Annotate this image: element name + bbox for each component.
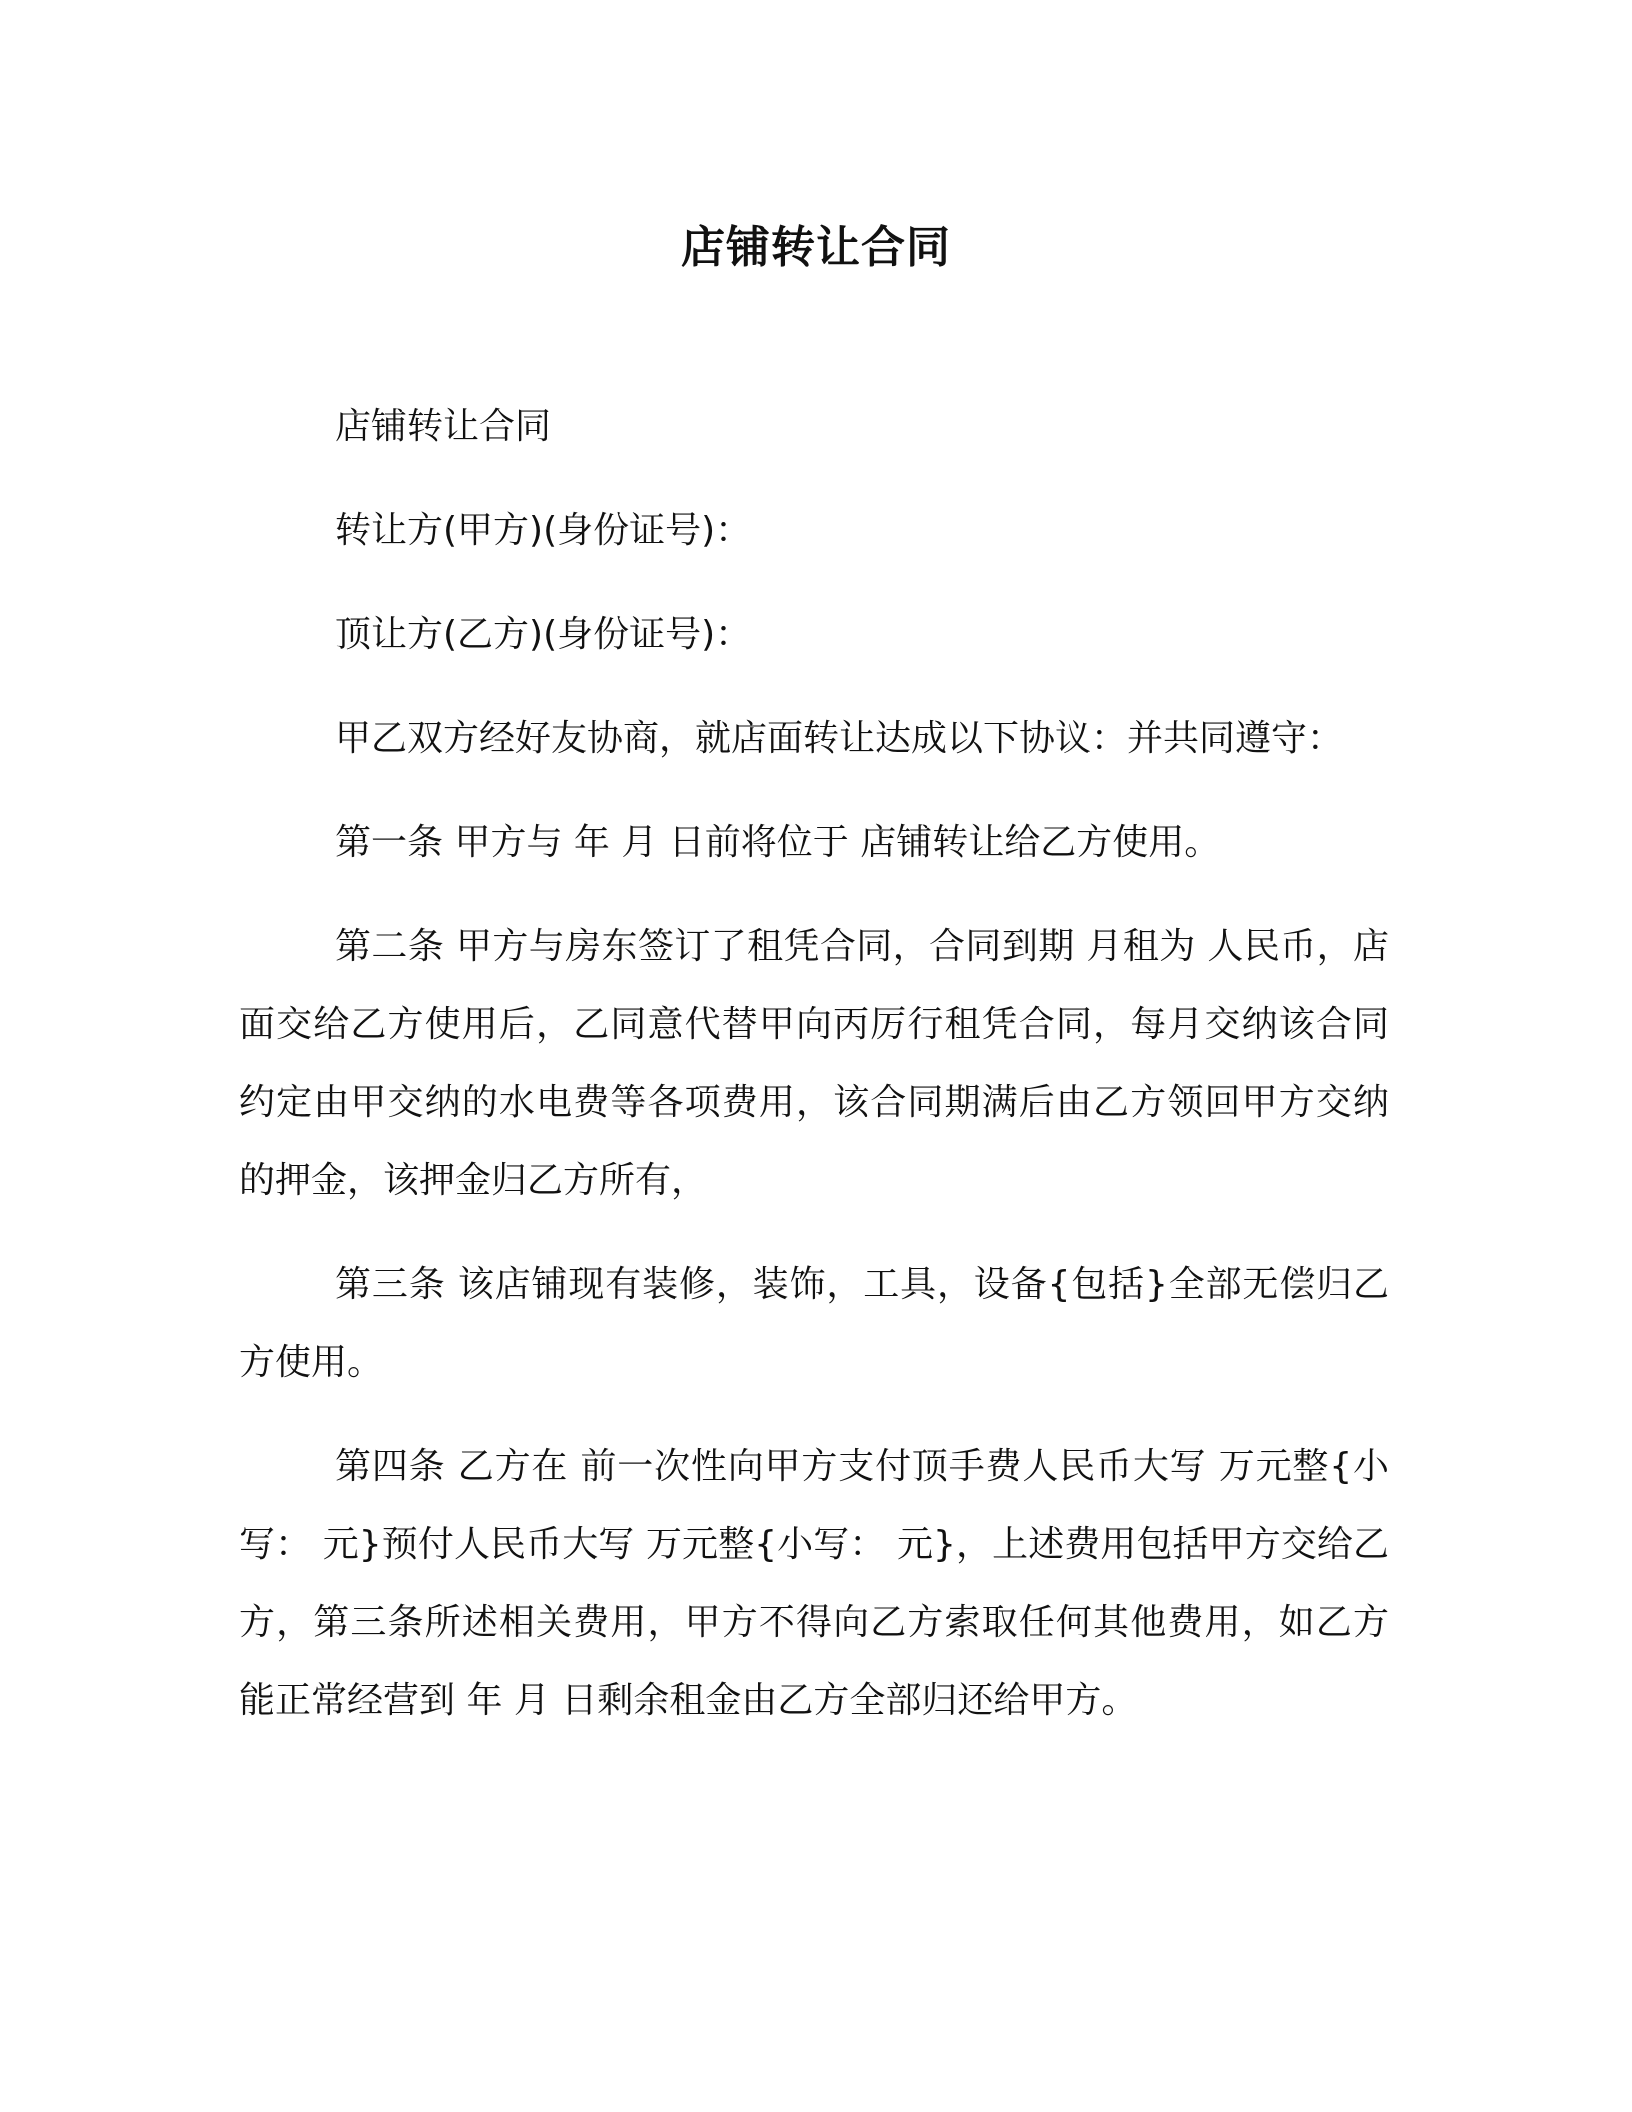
paragraph-article-4: 第四条 乙方在 前一次性向甲方支付顶手费人民币大写 万元整{小写： 元}预付人民币大写 万元整{小写： 元}，上述费用包括甲方交给乙方，第三条所述相关费用，甲方不得向乙方索取任何其他费用，如乙方能正常经营到 年 月 日剩余租金由乙方全部归还给甲方。 — [239, 1446, 1389, 1721]
paragraph-transferee: 顶让方(乙方)(身份证号)： — [335, 614, 752, 655]
document-body — [239, 388, 1389, 1766]
paragraph-article-1: 第一条 甲方与 年 月 日前将位于 店铺转让给乙方使用。 — [335, 822, 1221, 863]
document-title: 店铺转让合同 — [681, 222, 951, 273]
paragraph-article-2: 第二条 甲方与房东签订了租凭合同，合同到期 月租为 人民币，店面交给乙方使用后，乙同意代替甲向丙厉行租凭合同，每月交纳该合同约定由甲交纳的水电费等各项费用，该合同期满后由乙方领回甲方交纳的押金，该押金归乙方所有， — [239, 926, 1389, 1201]
paragraph-heading: 店铺转让合同 — [335, 406, 552, 447]
paragraph-transferor: 转让方(甲方)(身份证号)： — [335, 510, 752, 551]
paragraph-article-3: 第三条 该店铺现有装修，装饰，工具，设备{包括}全部无偿归乙方使用。 — [239, 1264, 1389, 1383]
paragraph-preamble: 甲乙双方经好友协商，就店面转让达成以下协议：并共同遵守： — [335, 718, 1344, 759]
